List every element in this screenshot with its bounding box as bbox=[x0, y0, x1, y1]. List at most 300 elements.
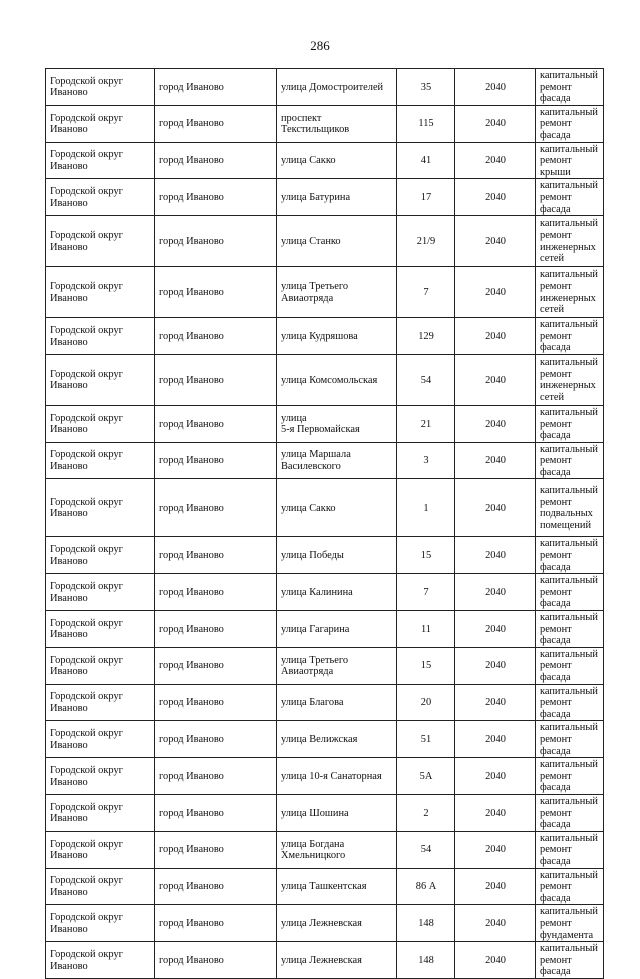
house-number-cell-text: 86 А bbox=[415, 881, 437, 893]
year-cell bbox=[455, 868, 536, 905]
house-number-cell bbox=[397, 105, 455, 142]
district-cell-text: Городской округ Иваново bbox=[50, 764, 123, 788]
work-type-cell bbox=[536, 105, 604, 142]
house-number-cell bbox=[397, 684, 455, 721]
house-number-cell bbox=[397, 216, 455, 267]
house-number-cell-text: 7 bbox=[423, 586, 429, 598]
house-number-cell-text: 1 bbox=[423, 502, 429, 514]
table-row bbox=[46, 318, 604, 355]
work-type-cell-text: капитальный ремонт подвальных помещений bbox=[540, 485, 598, 532]
street-cell-text: улица Маршала Василевского bbox=[281, 449, 351, 473]
city-cell bbox=[155, 611, 277, 648]
street-cell bbox=[277, 479, 397, 537]
work-type-cell bbox=[536, 758, 604, 795]
house-number-cell-text: 41 bbox=[420, 155, 432, 167]
street-cell-text: улица Комсомольская bbox=[281, 374, 378, 386]
house-number-cell bbox=[397, 721, 455, 758]
work-type-cell-text: капитальный ремонт фасада bbox=[540, 106, 598, 141]
house-number-cell-text: 20 bbox=[420, 697, 432, 709]
street-cell-text: улица Станко bbox=[281, 235, 341, 247]
street-cell bbox=[277, 267, 397, 318]
district-cell bbox=[46, 267, 155, 318]
house-number-cell-text: 2 bbox=[423, 807, 429, 819]
work-type-cell bbox=[536, 479, 604, 537]
table-row bbox=[46, 758, 604, 795]
work-type-cell bbox=[536, 611, 604, 648]
page-number: 286 bbox=[310, 38, 330, 53]
work-type-cell-text: капитальный ремонт фасада bbox=[540, 722, 598, 757]
district-cell bbox=[46, 684, 155, 721]
city-cell-text: город Иваново bbox=[159, 807, 224, 819]
table-row bbox=[46, 267, 604, 318]
year-cell-text: 2040 bbox=[485, 697, 506, 709]
street-cell bbox=[277, 405, 397, 442]
table-row bbox=[46, 442, 604, 479]
street-cell-text: улица Сакко bbox=[281, 502, 336, 514]
city-cell bbox=[155, 179, 277, 216]
street-cell bbox=[277, 574, 397, 611]
house-number-cell bbox=[397, 318, 455, 355]
work-type-cell bbox=[536, 942, 604, 979]
city-cell-text: город Иваново bbox=[159, 455, 224, 467]
street-cell-text: улица Гагарина bbox=[281, 623, 350, 635]
year-cell bbox=[455, 142, 536, 179]
district-cell bbox=[46, 868, 155, 905]
street-cell-text: улица Батурина bbox=[281, 191, 351, 203]
street-cell bbox=[277, 905, 397, 942]
city-cell bbox=[155, 684, 277, 721]
work-type-cell-text: капитальный ремонт фасада bbox=[540, 70, 598, 105]
city-cell bbox=[155, 318, 277, 355]
table-row bbox=[46, 105, 604, 142]
table-row bbox=[46, 69, 604, 106]
year-cell-text: 2040 bbox=[485, 330, 506, 342]
house-number-cell bbox=[397, 69, 455, 106]
city-cell-text: город Иваново bbox=[159, 155, 224, 167]
city-cell-text: город Иваново bbox=[159, 550, 224, 562]
district-cell bbox=[46, 442, 155, 479]
city-cell bbox=[155, 479, 277, 537]
city-cell bbox=[155, 216, 277, 267]
city-cell bbox=[155, 574, 277, 611]
table-row bbox=[46, 574, 604, 611]
street-cell bbox=[277, 942, 397, 979]
table-row bbox=[46, 684, 604, 721]
city-cell-text: город Иваново bbox=[159, 81, 224, 93]
city-cell-text: город Иваново bbox=[159, 118, 224, 130]
work-type-cell bbox=[536, 142, 604, 179]
house-number-cell bbox=[397, 905, 455, 942]
year-cell bbox=[455, 684, 536, 721]
district-cell-text: Городской округ Иваново bbox=[50, 654, 123, 678]
year-cell bbox=[455, 721, 536, 758]
district-cell-text: Городской округ Иваново bbox=[50, 949, 123, 972]
work-type-cell-text: капитальный ремонт фундамента bbox=[540, 906, 598, 941]
work-type-cell-text: капитальный ремонт фасада bbox=[540, 759, 598, 794]
work-type-cell bbox=[536, 216, 604, 267]
district-cell bbox=[46, 611, 155, 648]
district-cell-text: Городской округ Иваново bbox=[50, 496, 123, 520]
district-cell bbox=[46, 758, 155, 795]
work-type-cell bbox=[536, 405, 604, 442]
street-cell-text: улица Богдана Хмельницкого bbox=[281, 838, 346, 862]
house-number-cell bbox=[397, 179, 455, 216]
street-cell bbox=[277, 179, 397, 216]
year-cell-text: 2040 bbox=[485, 550, 506, 562]
work-type-cell bbox=[536, 721, 604, 758]
district-cell-text: Городской округ Иваново bbox=[50, 544, 123, 567]
work-type-cell-text: капитальный ремонт фасада bbox=[540, 180, 598, 215]
house-number-cell-text: 15 bbox=[420, 660, 432, 672]
district-cell-text: Городской округ Иваново bbox=[50, 324, 123, 348]
district-cell bbox=[46, 216, 155, 267]
house-number-cell bbox=[397, 942, 455, 979]
city-cell-text: город Иваново bbox=[159, 623, 224, 635]
city-cell-text: город Иваново bbox=[159, 697, 224, 709]
year-cell bbox=[455, 758, 536, 795]
house-number-cell-text: 54 bbox=[420, 374, 432, 386]
district-cell-text: Городской округ Иваново bbox=[50, 368, 123, 392]
house-number-cell-text: 148 bbox=[418, 954, 434, 966]
year-cell bbox=[455, 354, 536, 405]
city-cell bbox=[155, 267, 277, 318]
year-cell-text: 2040 bbox=[485, 954, 506, 966]
year-cell bbox=[455, 647, 536, 684]
work-type-cell-text: капитальный ремонт фасада bbox=[540, 575, 598, 610]
district-cell bbox=[46, 142, 155, 179]
city-cell-text: город Иваново bbox=[159, 770, 224, 782]
city-cell bbox=[155, 69, 277, 106]
table-row bbox=[46, 942, 604, 979]
district-cell bbox=[46, 647, 155, 684]
table-row bbox=[46, 721, 604, 758]
street-cell bbox=[277, 442, 397, 479]
district-cell bbox=[46, 405, 155, 442]
street-cell-text: улица Третьего Авиаотряда bbox=[281, 281, 349, 304]
work-type-cell bbox=[536, 684, 604, 721]
district-cell-text: Городской округ Иваново bbox=[50, 281, 123, 304]
street-cell-text: улица Шошина bbox=[281, 807, 349, 819]
city-cell-text: город Иваново bbox=[159, 917, 224, 929]
street-cell-text: улица 10-я Санаторная bbox=[281, 770, 382, 782]
city-cell-text: город Иваново bbox=[159, 418, 224, 430]
year-cell-text: 2040 bbox=[485, 917, 506, 929]
year-cell-text: 2040 bbox=[485, 455, 506, 467]
table-row bbox=[46, 479, 604, 537]
year-cell-text: 2040 bbox=[485, 660, 506, 672]
city-cell-text: город Иваново bbox=[159, 286, 224, 298]
street-cell bbox=[277, 831, 397, 868]
street-cell bbox=[277, 537, 397, 574]
district-cell-text: Городской округ Иваново bbox=[50, 75, 123, 99]
work-type-cell-text: капитальный ремонт фасада bbox=[540, 832, 598, 867]
year-cell bbox=[455, 318, 536, 355]
street-cell bbox=[277, 318, 397, 355]
district-cell bbox=[46, 179, 155, 216]
street-cell-text: улица Велижская bbox=[281, 733, 358, 745]
house-number-cell bbox=[397, 574, 455, 611]
year-cell bbox=[455, 479, 536, 537]
work-type-cell bbox=[536, 574, 604, 611]
district-cell-text: Городской округ Иваново bbox=[50, 581, 123, 604]
house-number-cell-text: 21/9 bbox=[416, 235, 436, 247]
street-cell bbox=[277, 721, 397, 758]
table-row bbox=[46, 354, 604, 405]
district-cell-text: Городской округ Иваново bbox=[50, 728, 123, 751]
city-cell-text: город Иваново bbox=[159, 954, 224, 966]
work-type-cell-text: капитальный ремонт фасада bbox=[540, 943, 598, 978]
street-cell-text: проспект Текстильщиков bbox=[281, 112, 350, 136]
year-cell bbox=[455, 442, 536, 479]
street-cell-text: улица Домостроителей bbox=[281, 81, 384, 93]
year-cell bbox=[455, 574, 536, 611]
table-row bbox=[46, 537, 604, 574]
table-body bbox=[46, 69, 604, 979]
street-cell bbox=[277, 354, 397, 405]
work-type-cell-text: капитальный ремонт фасада bbox=[540, 538, 598, 573]
district-cell-text: Городской округ Иваново bbox=[50, 875, 123, 898]
street-cell-text: улица Калинина bbox=[281, 586, 353, 598]
year-cell bbox=[455, 105, 536, 142]
district-cell bbox=[46, 905, 155, 942]
work-type-cell-text: капитальный ремонт фасада bbox=[540, 685, 598, 720]
street-cell bbox=[277, 105, 397, 142]
house-number-cell-text: 11 bbox=[420, 623, 431, 635]
house-number-cell bbox=[397, 142, 455, 179]
year-cell bbox=[455, 831, 536, 868]
city-cell-text: город Иваново bbox=[159, 330, 224, 342]
year-cell-text: 2040 bbox=[485, 586, 506, 598]
city-cell bbox=[155, 647, 277, 684]
district-cell bbox=[46, 794, 155, 831]
city-cell-text: город Иваново bbox=[159, 502, 224, 514]
street-cell-text: улица Сакко bbox=[281, 155, 336, 167]
district-cell bbox=[46, 479, 155, 537]
city-cell bbox=[155, 142, 277, 179]
house-number-cell bbox=[397, 537, 455, 574]
street-cell bbox=[277, 69, 397, 106]
table-row bbox=[46, 794, 604, 831]
street-cell bbox=[277, 868, 397, 905]
street-cell bbox=[277, 794, 397, 831]
house-number-cell-text: 35 bbox=[420, 81, 432, 93]
year-cell-text: 2040 bbox=[485, 733, 506, 745]
city-cell bbox=[155, 537, 277, 574]
city-cell bbox=[155, 758, 277, 795]
house-number-cell bbox=[397, 758, 455, 795]
year-cell bbox=[455, 611, 536, 648]
street-cell-text: улица Ташкентская bbox=[281, 881, 367, 893]
district-cell-text: Городской округ Иваново bbox=[50, 838, 123, 862]
street-cell-text: улица Лежневская bbox=[281, 954, 362, 966]
work-type-cell-text: капитальный ремонт фасада bbox=[540, 612, 598, 647]
house-number-cell bbox=[397, 405, 455, 442]
house-number-cell bbox=[397, 611, 455, 648]
work-type-cell bbox=[536, 442, 604, 479]
table-row bbox=[46, 905, 604, 942]
year-cell-text: 2040 bbox=[485, 374, 506, 386]
year-cell bbox=[455, 942, 536, 979]
street-cell bbox=[277, 142, 397, 179]
city-cell-text: город Иваново bbox=[159, 844, 224, 856]
district-cell bbox=[46, 831, 155, 868]
house-number-cell bbox=[397, 831, 455, 868]
work-type-cell-text: капитальный ремонт фасада bbox=[540, 869, 598, 904]
house-number-cell-text: 17 bbox=[420, 191, 432, 203]
house-number-cell bbox=[397, 479, 455, 537]
street-cell-text: улица Третьего Авиаотряда bbox=[281, 654, 349, 678]
work-type-cell bbox=[536, 537, 604, 574]
work-type-cell-text: капитальный ремонт фасада bbox=[540, 648, 598, 683]
house-number-cell-text: 115 bbox=[418, 118, 434, 130]
street-cell-text: улица Лежневская bbox=[281, 917, 362, 929]
city-cell bbox=[155, 905, 277, 942]
city-cell bbox=[155, 942, 277, 979]
table-row bbox=[46, 179, 604, 216]
year-cell-text: 2040 bbox=[485, 81, 506, 93]
city-cell-text: город Иваново bbox=[159, 660, 224, 672]
district-cell bbox=[46, 537, 155, 574]
district-cell bbox=[46, 105, 155, 142]
year-cell bbox=[455, 267, 536, 318]
work-type-cell-text: капитальный ремонт фасада bbox=[540, 406, 598, 442]
year-cell bbox=[455, 216, 536, 267]
city-cell bbox=[155, 721, 277, 758]
city-cell bbox=[155, 105, 277, 142]
year-cell-text: 2040 bbox=[485, 418, 506, 430]
work-type-cell bbox=[536, 318, 604, 355]
house-number-cell-text: 51 bbox=[420, 733, 432, 745]
table-row bbox=[46, 405, 604, 442]
work-type-cell bbox=[536, 267, 604, 318]
district-cell-text: Городской округ Иваново bbox=[50, 691, 123, 714]
city-cell bbox=[155, 868, 277, 905]
work-type-cell bbox=[536, 179, 604, 216]
table-row bbox=[46, 647, 604, 684]
work-type-cell bbox=[536, 354, 604, 405]
table-row bbox=[46, 611, 604, 648]
table-row bbox=[46, 868, 604, 905]
house-number-cell-text: 54 bbox=[420, 844, 432, 856]
house-number-cell-text: 129 bbox=[418, 330, 434, 342]
year-cell-text: 2040 bbox=[485, 881, 506, 893]
year-cell-text: 2040 bbox=[485, 286, 506, 298]
district-cell-text: Городской округ Иваново bbox=[50, 230, 123, 253]
city-cell-text: город Иваново bbox=[159, 586, 224, 598]
street-cell-text: улица 5-я Первомайская bbox=[281, 412, 360, 436]
house-number-cell-text: 7 bbox=[423, 286, 429, 298]
city-cell bbox=[155, 831, 277, 868]
house-number-cell bbox=[397, 868, 455, 905]
city-cell-text: город Иваново bbox=[159, 733, 224, 745]
street-cell bbox=[277, 758, 397, 795]
district-cell bbox=[46, 574, 155, 611]
district-cell-text: Городской округ Иваново bbox=[50, 149, 123, 172]
work-type-cell bbox=[536, 69, 604, 106]
district-cell-text: Городской округ Иваново bbox=[50, 912, 123, 935]
work-type-cell-text: капитальный ремонт фасада bbox=[540, 443, 598, 478]
district-cell-text: Городской округ Иваново bbox=[50, 112, 123, 136]
house-number-cell-text: 3 bbox=[423, 455, 429, 467]
work-type-cell-text: капитальный ремонт фасада bbox=[540, 795, 598, 831]
work-type-cell bbox=[536, 905, 604, 942]
year-cell-text: 2040 bbox=[485, 155, 506, 167]
district-cell-text: Городской округ Иваново bbox=[50, 617, 123, 641]
house-number-cell-text: 148 bbox=[418, 917, 434, 929]
year-cell-text: 2040 bbox=[485, 844, 506, 856]
house-number-cell bbox=[397, 267, 455, 318]
year-cell-text: 2040 bbox=[485, 623, 506, 635]
house-number-cell bbox=[397, 354, 455, 405]
year-cell-text: 2040 bbox=[485, 807, 506, 819]
year-cell-text: 2040 bbox=[485, 770, 506, 782]
work-type-cell-text: капитальный ремонт инженерных сетей bbox=[540, 218, 598, 265]
district-cell-text: Городской округ Иваново bbox=[50, 449, 123, 473]
district-cell-text: Городской округ Иваново bbox=[50, 801, 123, 825]
house-number-cell bbox=[397, 442, 455, 479]
city-cell bbox=[155, 405, 277, 442]
street-cell-text: улица Победы bbox=[281, 550, 344, 562]
city-cell-text: город Иваново bbox=[159, 235, 224, 247]
district-cell bbox=[46, 942, 155, 979]
work-type-cell-text: капитальный ремонт инженерных сетей bbox=[540, 269, 598, 316]
year-cell-text: 2040 bbox=[485, 118, 506, 130]
city-cell-text: город Иваново bbox=[159, 191, 224, 203]
year-cell bbox=[455, 405, 536, 442]
year-cell bbox=[455, 794, 536, 831]
city-cell bbox=[155, 354, 277, 405]
street-cell bbox=[277, 216, 397, 267]
house-number-cell-text: 21 bbox=[420, 418, 432, 430]
city-cell-text: город Иваново bbox=[159, 374, 224, 386]
work-type-cell bbox=[536, 647, 604, 684]
work-type-cell bbox=[536, 794, 604, 831]
table-row bbox=[46, 142, 604, 179]
city-cell-text: город Иваново bbox=[159, 881, 224, 893]
work-type-cell-text: капитальный ремонт инженерных сетей bbox=[540, 357, 598, 403]
district-cell bbox=[46, 721, 155, 758]
work-type-cell-text: капитальный ремонт фасада bbox=[540, 319, 598, 354]
house-number-cell bbox=[397, 647, 455, 684]
city-cell bbox=[155, 794, 277, 831]
district-cell bbox=[46, 69, 155, 106]
year-cell bbox=[455, 537, 536, 574]
city-cell bbox=[155, 442, 277, 479]
house-number-cell-text: 15 bbox=[420, 550, 432, 562]
street-cell-text: улица Кудряшова bbox=[281, 330, 358, 342]
year-cell-text: 2040 bbox=[485, 235, 506, 247]
year-cell-text: 2040 bbox=[485, 191, 506, 203]
house-number-cell-text: 5А bbox=[419, 770, 433, 782]
year-cell bbox=[455, 905, 536, 942]
year-cell-text: 2040 bbox=[485, 502, 506, 514]
work-type-cell bbox=[536, 868, 604, 905]
street-cell-text: улица Благова bbox=[281, 697, 344, 709]
work-type-cell bbox=[536, 831, 604, 868]
district-cell bbox=[46, 318, 155, 355]
work-type-cell-text: капитальный ремонт крыши bbox=[540, 143, 598, 178]
district-cell-text: Городской округ Иваново bbox=[50, 186, 123, 209]
year-cell bbox=[455, 179, 536, 216]
street-cell bbox=[277, 647, 397, 684]
table-row bbox=[46, 216, 604, 267]
district-cell-text: Городской округ Иваново bbox=[50, 412, 123, 436]
repair-schedule-table bbox=[45, 68, 604, 979]
house-number-cell bbox=[397, 794, 455, 831]
year-cell bbox=[455, 69, 536, 106]
street-cell bbox=[277, 684, 397, 721]
table-row bbox=[46, 831, 604, 868]
